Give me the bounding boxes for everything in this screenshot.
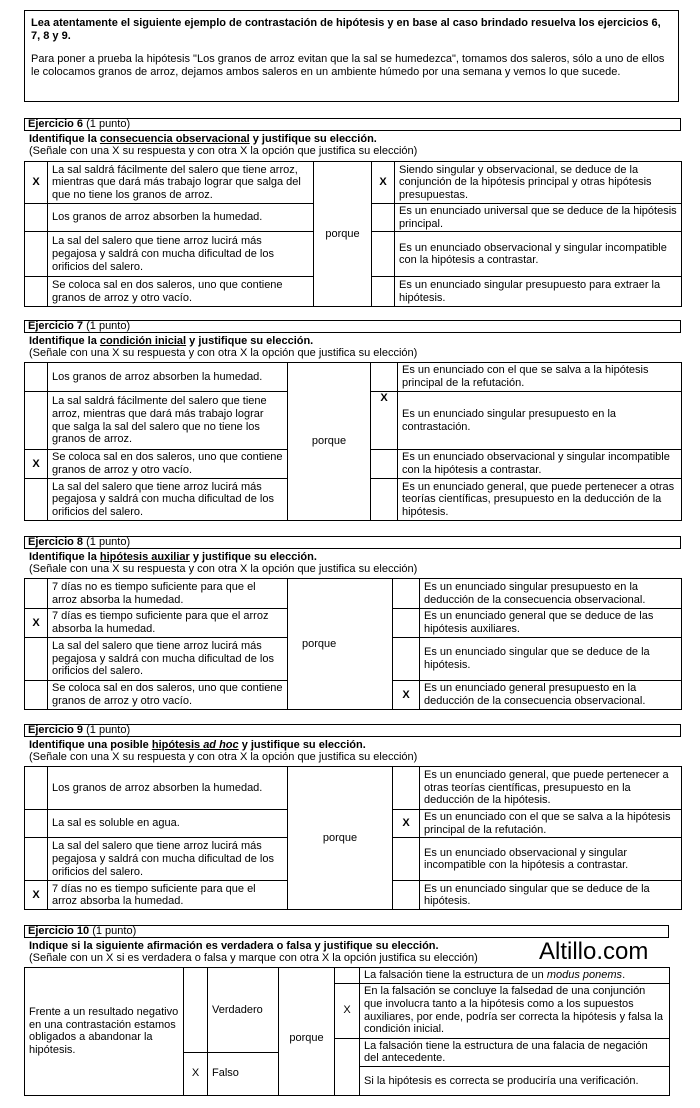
ex6-justification-2: Es un enunciado observacional y singular incompatible con la hipótesis a contrastar.: [395, 232, 682, 277]
ex10-table: [24, 967, 670, 1096]
ex6-justification-3: Es un enunciado singular presupuesto para extraer la hipótesis.: [395, 277, 682, 307]
ex8-right-mark-0[interactable]: [393, 579, 420, 609]
ex6-justification-1: Es un enunciado universal que se deduce de la hipótesis principal.: [395, 204, 682, 232]
ex6-option-3: Se coloca sal en dos saleros, uno que contiene granos de arroz y otro vacío.: [48, 277, 314, 307]
table-row: [25, 767, 682, 810]
ex7-option-1: La sal saldrá fácilmente del salero que tiene arroz, mientras que dará más trabajo lograr que salga la sal del salero que no tiene los granos de arroz.: [48, 392, 288, 450]
ex9-left-mark-3[interactable]: X: [25, 881, 48, 910]
intro-heading: Lea atentamente el siguiente ejemplo de contrastación de hipótesis y en base al caso brindado resuelva los ejercicios 6, 7, 8 y 9.: [31, 17, 661, 42]
connector-porque: porque: [314, 162, 372, 307]
table-row: [25, 363, 682, 392]
ex7-left-mark-0[interactable]: [25, 363, 48, 392]
ex8-justification-1: Es un enunciado general que se deduce de las hipótesis auxiliares.: [420, 609, 682, 638]
ex7-option-3: La sal del salero que tiene arroz lucirá más pegajosa y saldrá con mucha dificultad de los orificios del salero.: [48, 479, 288, 521]
table-row: [25, 968, 670, 984]
ex8-instruction-main: Identifique la hipótesis auxiliar y justifique su elección.: [29, 551, 317, 563]
ex6-table: [24, 161, 682, 307]
ex6-left-mark-2[interactable]: [25, 232, 48, 277]
table-row: [25, 162, 682, 204]
ex6-option-1: Los granos de arroz absorben la humedad.: [48, 204, 314, 232]
intro-box: [24, 10, 679, 102]
ex9-option-1: La sal es soluble en agua.: [48, 810, 288, 838]
ex6-option-2: La sal del salero que tiene arroz lucirá más pegajosa y saldrá con mucha dificultad de los orificios del salero.: [48, 232, 314, 277]
connector-porque: porque: [288, 767, 393, 910]
ex8-justification-0: Es un enunciado singular presupuesto en la deducción de la consecuencia observacional.: [420, 579, 682, 609]
ex9-left-mark-2[interactable]: [25, 838, 48, 881]
ex8-option-3: Se coloca sal en dos saleros, uno que contiene granos de arroz y otro vacío.: [48, 681, 288, 710]
ex8-instructions: [29, 551, 689, 575]
connector-porque: porque: [279, 968, 335, 1096]
ex7-right-mark-2[interactable]: [371, 450, 398, 479]
ex7-left-mark-1[interactable]: [25, 392, 48, 450]
ex7-instruction-note: (Señale con una X su respuesta y con otra X la opción que justifica su elección): [29, 347, 418, 359]
ex9-instructions: [29, 739, 689, 763]
ex6-instruction-main: Identifique la consecuencia observacional y justifique su elección.: [29, 133, 377, 145]
ex6-option-0: La sal saldrá fácilmente del salero que tiene arroz, mientras que dará más trabajo lograr que salga del que no tiene los granos de arroz.: [48, 162, 314, 204]
ex7-right-mark-1[interactable]: X: [371, 392, 398, 450]
intro-text: Para poner a prueba la hipótesis "Los granos de arroz evitan que la sal se humedezca", tomamos dos saleros, sólo a uno de ellos le colocamos granos de arroz, dejamos ambos saleros en un ambiente húmedo por una semana y vemos lo que sucede.: [31, 53, 665, 78]
connector-porque: porque: [288, 363, 371, 521]
ex8-header: [24, 536, 681, 549]
ex10-false-mark[interactable]: X: [184, 1052, 208, 1095]
ex9-justification-0: Es un enunciado general, que puede pertenecer a otras teorías científicas, presupuesto en la deducción de la hipótesis.: [420, 767, 682, 810]
ex10-instruction-note: (Señale con un X si es verdadera o falsa y marque con otra X la opción justifica su elección): [29, 952, 478, 964]
ex10-right-mark-2[interactable]: [335, 1038, 360, 1095]
ex9-left-mark-0[interactable]: [25, 767, 48, 810]
ex8-left-mark-3[interactable]: [25, 681, 48, 710]
ex10-true-mark[interactable]: [184, 968, 208, 1053]
ex9-title: Ejercicio 9: [28, 724, 84, 736]
ex10-justification-0: La falsación tiene la estructura de un modus ponems.: [360, 968, 670, 984]
ex6-title: Ejercicio 6: [28, 118, 84, 130]
ex6-left-mark-1[interactable]: [25, 204, 48, 232]
ex9-justification-2: Es un enunciado observacional y singular incompatible con la hipótesis a contrastar.: [420, 838, 682, 881]
ex6-right-mark-0[interactable]: X: [372, 162, 395, 204]
ex7-header: [24, 320, 681, 333]
ex9-option-0: Los granos de arroz absorben la humedad.: [48, 767, 288, 810]
ex6-left-mark-0[interactable]: X: [25, 162, 48, 204]
ex8-option-2: La sal del salero que tiene arroz lucirá más pegajosa y saldrá con mucha dificultad de los orificios del salero.: [48, 638, 288, 681]
ex6-points: (1 punto): [86, 118, 131, 130]
ex7-right-mark-0[interactable]: [371, 363, 398, 392]
ex8-left-mark-0[interactable]: [25, 579, 48, 609]
ex8-right-mark-3[interactable]: X: [393, 681, 420, 710]
ex9-option-2: La sal del salero que tiene arroz lucirá más pegajosa y saldrá con mucha dificultad de los orificios del salero.: [48, 838, 288, 881]
ex8-justification-2: Es un enunciado singular que se deduce de la hipótesis.: [420, 638, 682, 681]
ex6-right-mark-2[interactable]: [372, 232, 395, 277]
ex9-instruction-note: (Señale con una X su respuesta y con otra X la opción que justifica su elección): [29, 751, 418, 763]
table-row: [25, 579, 682, 609]
ex10-header: [24, 925, 669, 938]
ex9-right-mark-2[interactable]: [393, 838, 420, 881]
ex9-header: [24, 724, 681, 737]
ex7-left-mark-2[interactable]: X: [25, 450, 48, 479]
ex7-justification-3: Es un enunciado general, que puede pertenecer a otras teorías científicas, presupuesto en la deducción de la hipótesis.: [398, 479, 682, 521]
ex8-table: [24, 578, 682, 710]
ex7-right-mark-3[interactable]: [371, 479, 398, 521]
ex10-instruction-main: Indique si la siguiente afirmación es verdadera o falsa y justifique su elección.: [29, 940, 439, 952]
ex7-left-mark-3[interactable]: [25, 479, 48, 521]
connector-porque: porque: [288, 579, 393, 710]
ex6-instructions: [29, 133, 689, 157]
ex10-points: (1 punto): [92, 925, 137, 937]
ex7-option-0: Los granos de arroz absorben la humedad.: [48, 363, 288, 392]
ex9-left-mark-1[interactable]: [25, 810, 48, 838]
ex6-header: [24, 118, 681, 131]
ex10-justification-1: En la falsación se concluye la falsedad de una conjunción que involucra tanto a la hipótesis como a los supuestos auxiliares, por ende, podría ser correcta la hipótesis y falsa la condición inicial.: [360, 983, 670, 1038]
ex10-right-mark-0[interactable]: [335, 968, 360, 984]
ex8-instruction-note: (Señale con una X su respuesta y con otra X la opción que justifica su elección): [29, 563, 418, 575]
ex9-right-mark-0[interactable]: [393, 767, 420, 810]
ex7-points: (1 punto): [86, 320, 131, 332]
ex9-justification-1: Es un enunciado con el que se salva a la hipótesis principal de la refutación.: [420, 810, 682, 838]
ex9-justification-3: Es un enunciado singular que se deduce de la hipótesis.: [420, 881, 682, 910]
ex10-true-label: Verdadero: [208, 968, 279, 1053]
ex9-right-mark-1[interactable]: X: [393, 810, 420, 838]
ex7-justification-0: Es un enunciado con el que se salva a la hipótesis principal de la refutación.: [398, 363, 682, 392]
ex9-instruction-main: Identifique una posible hipótesis ad hoc y justifique su elección.: [29, 739, 366, 751]
ex7-instruction-main: Identifique la condición inicial y justifique su elección.: [29, 335, 314, 347]
ex8-left-mark-1[interactable]: X: [25, 609, 48, 638]
ex8-points: (1 punto): [86, 536, 131, 548]
ex6-justification-0: Siendo singular y observacional, se deduce de la conjunción de la hipótesis principal y otras hipótesis presupuestas.: [395, 162, 682, 204]
ex6-left-mark-3[interactable]: [25, 277, 48, 307]
ex7-table: [24, 362, 682, 521]
ex7-instructions: [29, 335, 689, 359]
ex8-option-0: 7 días no es tiempo suficiente para que el arroz absorba la humedad.: [48, 579, 288, 609]
ex7-option-2: Se coloca sal en dos saleros, uno que contiene granos de arroz y otro vacío.: [48, 450, 288, 479]
ex9-right-mark-3[interactable]: [393, 881, 420, 910]
ex10-statement: Frente a un resultado negativo en una contrastación estamos obligados a abandonar la hipótesis.: [25, 968, 184, 1096]
ex9-table: [24, 766, 682, 910]
ex7-justification-1: Es un enunciado singular presupuesto en la contrastación.: [398, 392, 682, 450]
ex10-justification-2: La falsación tiene la estructura de una falacia de negación del antecedente.: [360, 1038, 670, 1066]
ex8-option-1: 7 días es tiempo suficiente para que el arroz absorba la humedad.: [48, 609, 288, 638]
ex10-title: Ejercicio 10: [28, 925, 90, 937]
ex10-false-label: Falso: [208, 1052, 279, 1095]
ex6-right-mark-3[interactable]: [372, 277, 395, 307]
ex8-right-mark-2[interactable]: [393, 638, 420, 681]
ex8-title: Ejercicio 8: [28, 536, 84, 548]
ex8-justification-3: Es un enunciado general presupuesto en la deducción de la consecuencia observacional.: [420, 681, 682, 710]
ex10-right-mark-1[interactable]: X: [335, 983, 360, 1038]
ex9-points: (1 punto): [86, 724, 131, 736]
ex8-left-mark-2[interactable]: [25, 638, 48, 681]
ex8-right-mark-1[interactable]: [393, 609, 420, 638]
ex10-justification-3: Si la hipótesis es correcta se produciría una verificación.: [360, 1066, 670, 1095]
ex6-instruction-note: (Señale con una X su respuesta y con otra X la opción que justifica su elección): [29, 145, 418, 157]
ex6-right-mark-1[interactable]: [372, 204, 395, 232]
ex9-option-3: 7 días no es tiempo suficiente para que el arroz absorba la humedad.: [48, 881, 288, 910]
altillo-watermark: Altillo.com: [539, 938, 649, 965]
ex7-title: Ejercicio 7: [28, 320, 84, 332]
ex7-justification-2: Es un enunciado observacional y singular incompatible con la hipótesis a contrastar.: [398, 450, 682, 479]
